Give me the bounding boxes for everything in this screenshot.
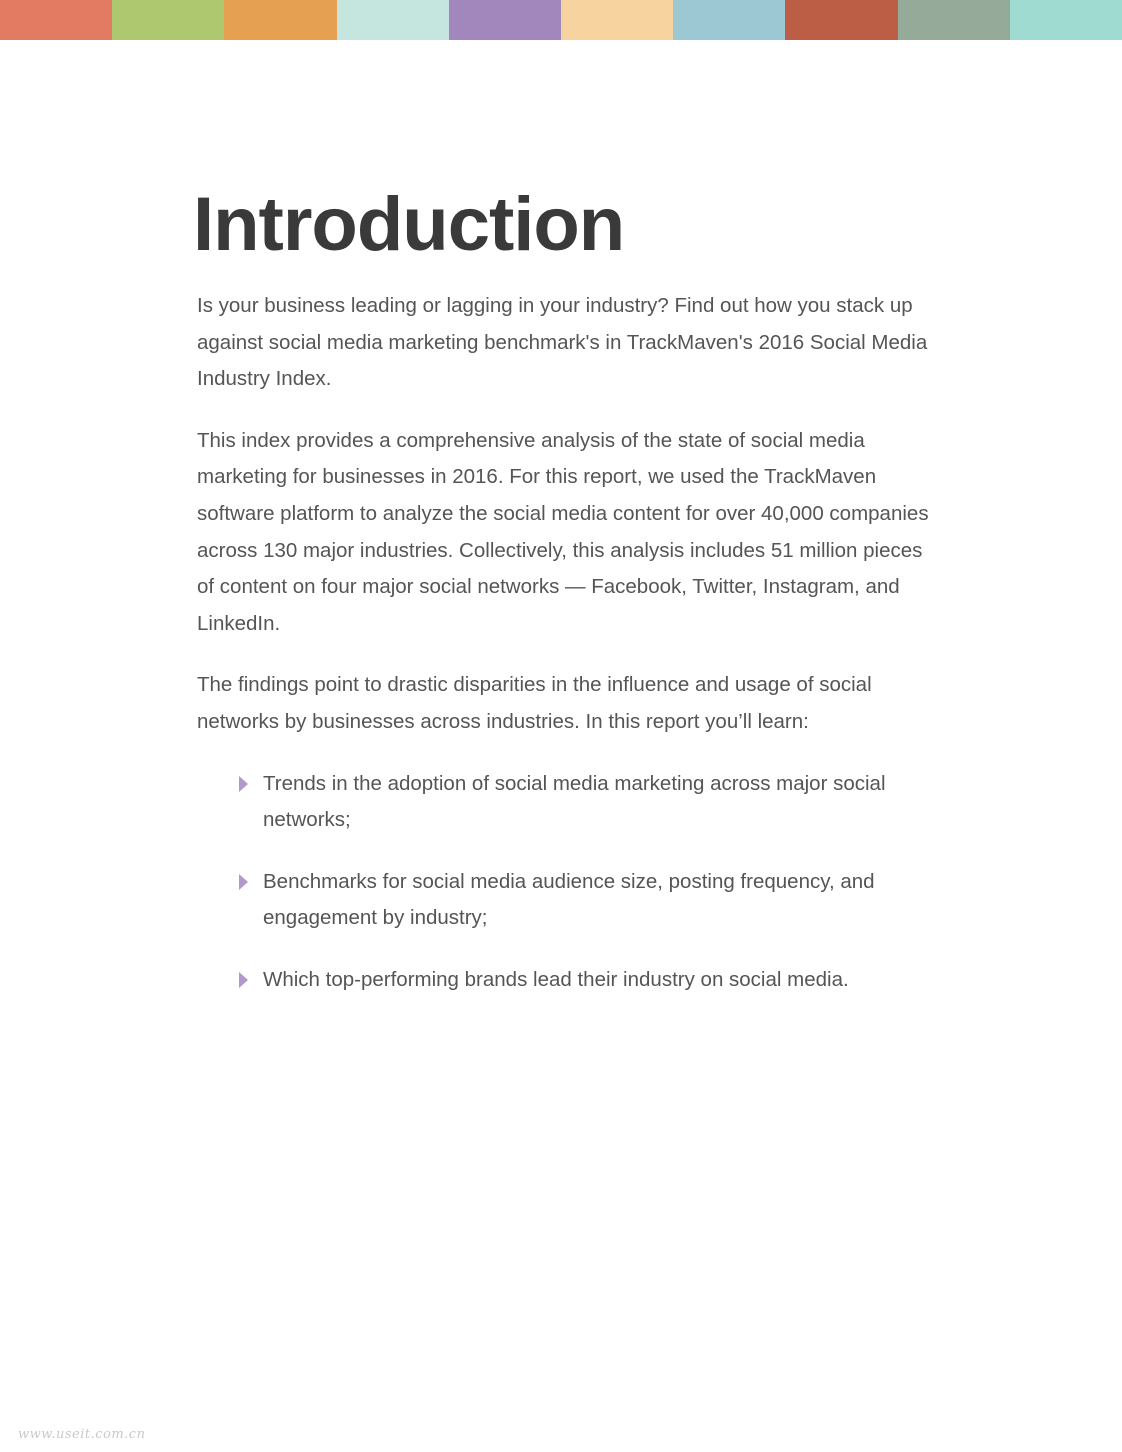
color-swatch xyxy=(0,0,112,40)
learning-list xyxy=(197,766,937,999)
color-swatch xyxy=(224,0,336,40)
color-swatch xyxy=(1010,0,1122,40)
color-swatch xyxy=(898,0,1010,40)
page-title: Introduction xyxy=(193,182,625,267)
list-item-text: Which top-performing brands lead their industry on social media. xyxy=(263,967,849,991)
color-swatch xyxy=(673,0,785,40)
intro-paragraph-2: This index provides a comprehensive analysis of the state of social media marketing for businesses in 2016. For this report, we used the TrackMaven software platform to analyze the social media content for over 40,000 companies across 130 major industries. Collectively, this analysis includes 51 million pieces of content on four major social networks — Facebook, Twitter, Instagram, and LinkedIn. xyxy=(197,428,929,635)
list-item xyxy=(239,962,937,999)
list-item xyxy=(239,766,937,839)
list-item-text: Benchmarks for social media audience size, posting frequency, and engagement by industry; xyxy=(263,869,875,930)
color-swatch xyxy=(337,0,449,40)
watermark: www.useit.com.cn xyxy=(18,1427,146,1442)
intro-paragraph-3: The findings point to drastic disparities in the influence and usage of social networks by businesses across industries. In this report you’ll learn: xyxy=(197,673,872,733)
color-swatch xyxy=(561,0,673,40)
triangle-right-icon xyxy=(239,972,248,988)
triangle-right-icon xyxy=(239,874,248,890)
color-swatch xyxy=(112,0,224,40)
color-swatch xyxy=(449,0,561,40)
list-item-text: Trends in the adoption of social media marketing across major social networks; xyxy=(263,771,886,832)
triangle-right-icon xyxy=(239,776,248,792)
list-item xyxy=(239,864,937,937)
color-swatch xyxy=(785,0,897,40)
page-content xyxy=(193,180,937,1024)
intro-paragraph-1: Is your business leading or lagging in your industry? Find out how you stack up against social media marketing benchmark's in TrackMaven's 2016 Social Media Industry Index. xyxy=(197,294,928,391)
color-header-bar xyxy=(0,0,1122,40)
